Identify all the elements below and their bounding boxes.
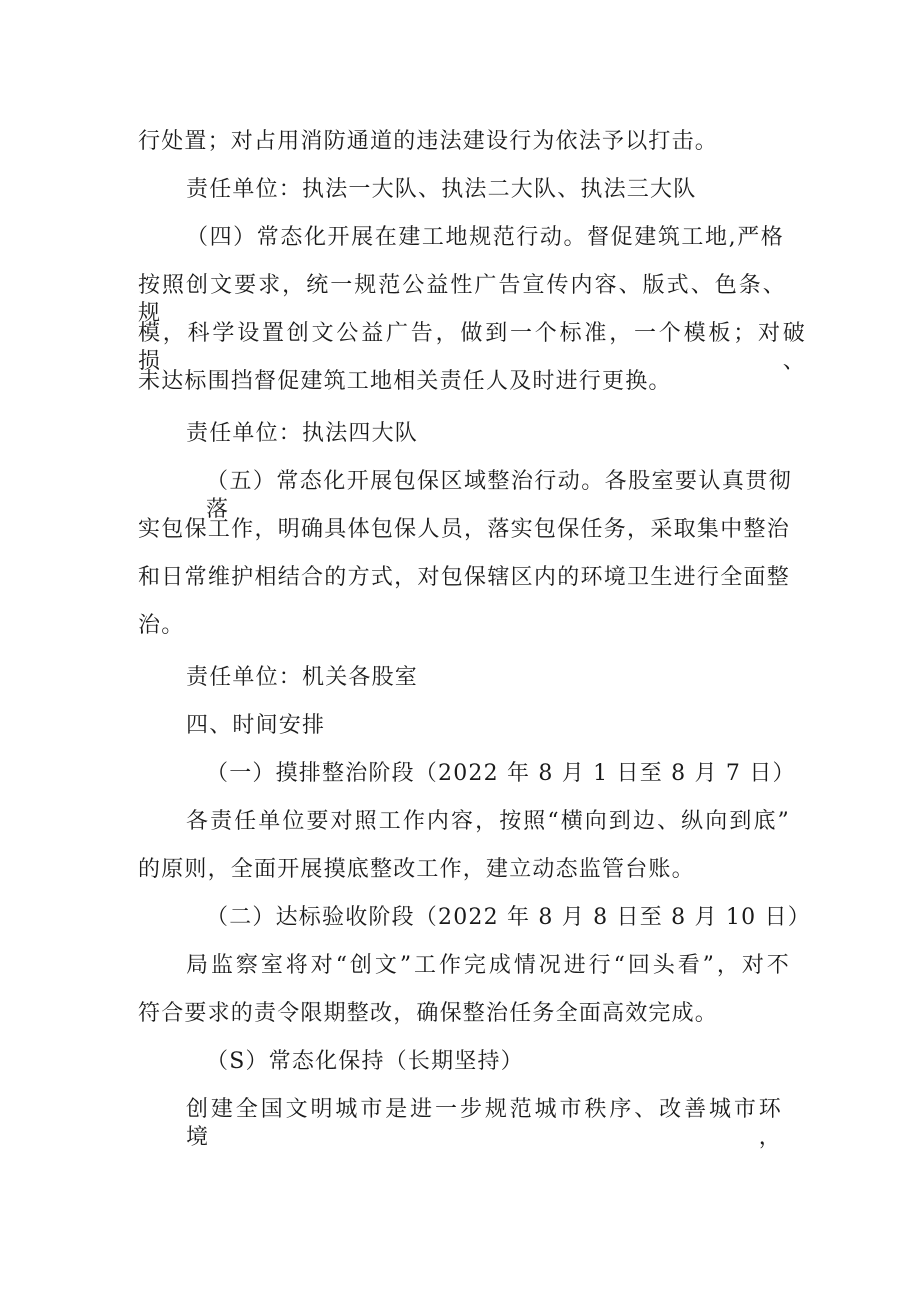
paragraph-line: 治。 — [138, 613, 185, 638]
paragraph-line: 符合要求的责令限期整改，确保整治任务全面高效完成。 — [138, 1001, 719, 1026]
paragraph-line: 创建全国文明城市是进一步规范城市秩序、改善城市环境， — [186, 1097, 782, 1150]
phase-heading-line: （S）常态化保持（长期坚持） — [206, 1049, 524, 1074]
paragraph-line: 模，科学设置创文公益广告，做到一个标准，一个模板；对破损、 — [138, 321, 806, 374]
paragraph-line: 各责任单位要对照工作内容，按照“横向到边、纵向到底” — [186, 809, 790, 834]
paragraph-line: 局监察室将对“创文”工作完成情况进行“回头看”，对不 — [186, 953, 790, 978]
chapter-heading: 四、时间安排 — [186, 713, 326, 738]
paragraph-line: 按照创文要求，统一规范公益性广告宣传内容、版式、色条、规 — [138, 273, 786, 326]
paragraph-line: 和日常维护相结合的方式，对包保辖区内的环境卫生进行全面整 — [138, 565, 790, 590]
paragraph-line: 实包保工作，明确具体包保人员，落实包保任务，采取集中整治 — [138, 517, 790, 542]
responsible-unit-line: 责任单位：机关各股室 — [186, 665, 419, 690]
section-heading-line: （四）常态化开展在建工地规范行动。督促建筑工地,严格 — [186, 225, 784, 250]
paragraph-line: 行处置；对占用消防通道的违法建设行为依法予以打击。 — [138, 129, 719, 154]
responsible-unit-line: 责任单位：执法一大队、执法二大队、执法三大队 — [186, 177, 697, 202]
section-heading-line: （五）常态化开展包保区域整治行动。各股室要认真贯彻落 — [206, 469, 792, 522]
responsible-unit-line: 责任单位：执法四大队 — [186, 421, 419, 446]
paragraph-line: 的原则，全面开展摸底整改工作，建立动态监管台账。 — [138, 857, 695, 882]
phase-heading-line: （二）达标验收阶段（2022 年 8 月 8 日至 8 月 10 日） — [206, 905, 811, 930]
phase-heading-line: （一）摸排整治阶段（2022 年 8 月 1 日至 8 月 7 日） — [206, 761, 796, 786]
paragraph-line: 未达标围挡督促建筑工地相关责任人及时进行更换。 — [138, 369, 672, 394]
